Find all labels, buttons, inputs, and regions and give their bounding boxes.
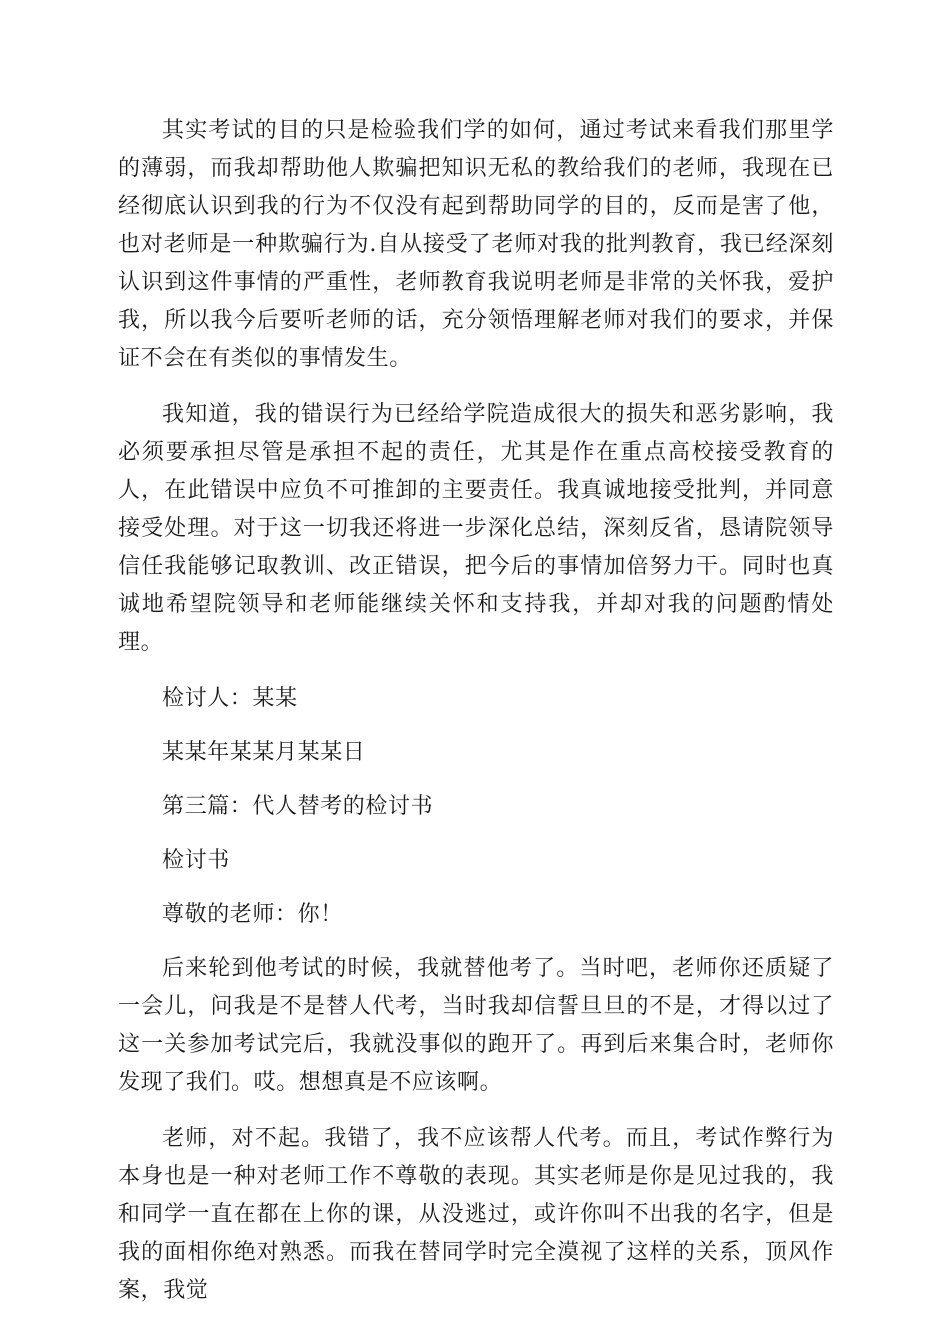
section-heading: 第三篇：代人替考的检讨书	[162, 794, 434, 819]
paragraph-incident: 后来轮到他考试的时候，我就替他考了。当时吧，老师你还质疑了一会儿，问我是不是替人代考，当时我却信誓旦旦的不是，才得以过了这一关参加考试完后，我就没事似的跑开了。再到后来集合时，老师你发现了我们。哎。想想真是不应该啊。	[118, 956, 834, 1095]
paragraph-exam-purpose: 其实考试的目的只是检验我们学的如何，通过考试来看我们那里学的薄弱，而我却帮助他人欺骗把知识无私的教给我们的老师，我现在已经彻底认识到我的行为不仅没有起到帮助同学的目的，反而是害了他，也对老师是一种欺骗行为.自从接受了老师对我的批判教育，我已经深刻认识到这件事情的严重性，老师教育我说明老师是非常的关怀我，爱护我，所以我今后要听老师的话，充分领悟理解老师对我们的要求，并保证不会在有类似的事情发生。	[118, 118, 834, 371]
salutation: 尊敬的老师：你！	[162, 902, 343, 927]
document-body	[118, 112, 834, 1328]
date-line: 某某年某某月某某日	[162, 740, 366, 765]
paragraph-apology: 老师，对不起。我错了，我不应该帮人代考。而且，考试作弊行为本身也是一种对老师工作不尊敬的表现。其实老师是你是见过我的，我和同学一直在都在上你的课，从没逃过，或许你叫不出我的名字，但是我的面相你绝对熟悉。而我在替同学时完全漠视了这样的关系，顶风作案，我觉	[118, 1126, 834, 1303]
signature-line: 检讨人：某某	[162, 686, 298, 711]
paragraph-responsibility: 我知道，我的错误行为已经给学院造成很大的损失和恶劣影响，我必须要承担尽管是承担不起的责任，尤其是作在重点高校接受教育的人，在此错误中应负不可推卸的主要责任。我真诚地接受批判，并同意接受处理。对于这一切我还将进一步深化总结，深刻反省，恳请院领导信任我能够记取教训、改正错误，把今后的事情加倍努力干。同时也真诚地希望院领导和老师能继续关怀和支持我，并却对我的问题酌情处理。	[118, 402, 834, 655]
document-title: 检讨书	[162, 848, 230, 873]
